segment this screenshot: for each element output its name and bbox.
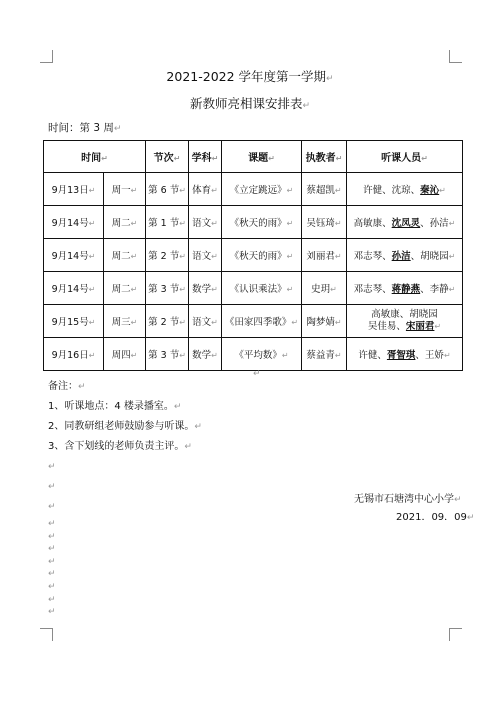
- cell-end-mark: ↵: [335, 154, 343, 163]
- cell-end-mark: ↵: [211, 154, 219, 163]
- empty-paragraph: ↵: [48, 544, 56, 555]
- cell-end-mark: ↵: [291, 318, 299, 327]
- listeners-cell: [347, 272, 463, 305]
- signature-block: [354, 491, 474, 527]
- cell-end-mark: ↵: [421, 154, 428, 163]
- cell-end-mark: ↵: [130, 285, 138, 294]
- header-teacher: 执教者↵: [302, 141, 347, 173]
- note-line: 2、同教研组老师鼓励参与听课。↵: [48, 421, 202, 432]
- table-end-mark: ↵: [253, 369, 261, 379]
- cell-end-mark: ↵: [334, 219, 342, 228]
- blank-paragraphs: [48, 518, 56, 619]
- cell-end-mark: ↵: [268, 154, 275, 163]
- listeners-cell: [347, 338, 463, 371]
- teacher-cell: 蔡益青↵: [302, 338, 347, 371]
- topic-cell: 《秋天的雨》↵: [222, 239, 302, 272]
- cell-end-mark: ↵: [334, 318, 342, 327]
- listeners-cell: [347, 206, 463, 239]
- weekday-cell: 周四↵: [104, 338, 146, 371]
- lead-evaluator-name: 宋丽君: [405, 321, 435, 332]
- date-cell: 9月14号↵: [44, 272, 104, 305]
- notes-section: [48, 377, 202, 517]
- cell-end-mark: ↵: [448, 219, 456, 228]
- table-row: [44, 338, 463, 371]
- empty-paragraph: ↵: [48, 462, 56, 472]
- empty-paragraph: ↵: [48, 502, 56, 512]
- date-cell: 9月14号↵: [44, 206, 104, 239]
- subject-cell: 数学↵: [189, 338, 222, 371]
- cell-end-mark: ↵: [211, 186, 218, 195]
- cell-end-mark: ↵: [130, 318, 138, 327]
- cell-end-mark: ↵: [88, 186, 96, 195]
- listeners-cell: [347, 239, 463, 272]
- cell-end-mark: ↵: [286, 186, 294, 195]
- cell-end-mark: ↵: [286, 219, 294, 228]
- cell-end-mark: ↵: [286, 252, 294, 261]
- table-row: [44, 206, 463, 239]
- weekday-cell: 周一↵: [104, 173, 146, 206]
- lead-evaluator-name: 蒋静燕: [391, 284, 421, 295]
- weekday-cell: 周二↵: [104, 239, 146, 272]
- period-cell: 第 2 节↵: [146, 305, 189, 338]
- empty-paragraph: ↵: [48, 531, 56, 542]
- teacher-cell: 刘丽君↵: [302, 239, 347, 272]
- listener-names: 高敏康、: [353, 218, 392, 229]
- header-subject: 学科↵: [189, 141, 222, 173]
- cell-end-mark: ↵: [179, 186, 186, 195]
- listeners-cell: [347, 305, 463, 338]
- empty-paragraph: ↵: [48, 581, 56, 592]
- lead-evaluator-name: 沈凤灵: [391, 218, 421, 229]
- listener-names: 吴佳易、: [367, 321, 406, 332]
- cell-end-mark: ↵: [179, 351, 186, 360]
- empty-paragraph: ↵: [48, 519, 56, 529]
- cell-end-mark: ↵: [211, 318, 218, 327]
- cell-end-mark: ↵: [101, 154, 108, 163]
- date-cell: 9月14号↵: [44, 239, 104, 272]
- period-cell: 第 6 节↵: [146, 173, 189, 206]
- cell-end-mark: ↵: [179, 252, 186, 261]
- cell-end-mark: ↵: [179, 285, 186, 294]
- cell-end-mark: ↵: [211, 285, 218, 294]
- weekday-cell: 周二↵: [104, 272, 146, 305]
- topic-cell: 《立定跳远》↵: [222, 173, 302, 206]
- lead-evaluator-name: 孙洁: [391, 251, 411, 262]
- empty-paragraph: ↵: [48, 569, 56, 580]
- document-date: 2021．09．09↵: [396, 512, 475, 523]
- cell-end-mark: ↵: [330, 285, 337, 294]
- crop-mark-top-right: [449, 50, 462, 63]
- period-cell: 第 2 节↵: [146, 239, 189, 272]
- cell-end-mark: ↵: [443, 351, 451, 360]
- table-row: [44, 173, 463, 206]
- school-name: 无锡市石塘湾中心小学↵: [354, 494, 462, 505]
- lead-evaluator-name: 秦沁: [420, 185, 440, 196]
- table-row: [44, 272, 463, 305]
- listener-names: 、李静: [420, 284, 449, 295]
- listener-names: 、胡晓园: [410, 251, 449, 262]
- note-line: 1、听课地点：4 楼录播室。↵: [48, 401, 182, 412]
- table-row: [44, 305, 463, 338]
- listener-names: 邓志琴、: [353, 251, 392, 262]
- document-title-line2: 新教师亮相课安排表↵: [189, 96, 311, 111]
- topic-cell: 《认识乘法》↵: [222, 272, 302, 305]
- subject-cell: 语文↵: [189, 305, 222, 338]
- empty-paragraph: ↵: [48, 594, 56, 605]
- lead-evaluator-name: 胥智琪: [386, 350, 416, 361]
- listener-names: 许健、沈琼、: [363, 185, 421, 196]
- period-cell: 第 3 节↵: [146, 338, 189, 371]
- crop-mark-top-left: [40, 50, 53, 63]
- header-period: 节次↵: [146, 141, 189, 173]
- cell-end-mark: ↵: [130, 351, 138, 360]
- date-cell: 9月16日↵: [44, 338, 104, 371]
- cell-end-mark: ↵: [286, 285, 294, 294]
- cell-end-mark: ↵: [434, 322, 442, 331]
- table-row: [44, 239, 463, 272]
- period-cell: 第 3 节↵: [146, 272, 189, 305]
- note-line: 备注：↵: [48, 381, 86, 392]
- weekday-cell: 周二↵: [104, 206, 146, 239]
- cell-end-mark: ↵: [334, 186, 342, 195]
- cell-end-mark: ↵: [281, 351, 289, 360]
- cell-end-mark: ↵: [439, 186, 446, 195]
- empty-paragraph: ↵: [48, 607, 56, 618]
- date-cell: 9月13日↵: [44, 173, 104, 206]
- listeners-cell: [347, 173, 463, 206]
- crop-mark-bottom-right: [449, 628, 462, 641]
- cell-end-mark: ↵: [88, 252, 96, 261]
- header-listeners: 听课人员↵: [347, 141, 463, 173]
- cell-end-mark: ↵: [88, 351, 96, 360]
- table-header-row: [44, 141, 463, 173]
- date-cell: 9月15号↵: [44, 305, 104, 338]
- topic-cell: 《平均数》↵: [222, 338, 302, 371]
- listener-names: 、王娇: [415, 350, 444, 361]
- cell-end-mark: ↵: [179, 318, 186, 327]
- period-cell: 第 1 节↵: [146, 206, 189, 239]
- cell-end-mark: ↵: [130, 252, 138, 261]
- teacher-cell: 陶梦婧↵: [302, 305, 347, 338]
- listener-names: 邓志琴、: [353, 284, 392, 295]
- header-topic: 课题↵: [222, 141, 302, 173]
- topic-cell: 《秋天的雨》↵: [222, 206, 302, 239]
- cell-end-mark: ↵: [179, 219, 186, 228]
- note-line: 3、含下划线的老师负责主评。↵: [48, 441, 192, 452]
- cell-end-mark: ↵: [448, 285, 456, 294]
- topic-cell: 《田家四季歌》↵: [222, 305, 302, 338]
- cell-end-mark: ↵: [173, 154, 181, 163]
- cell-end-mark: ↵: [130, 219, 138, 228]
- cell-end-mark: ↵: [130, 186, 138, 195]
- schedule-table: [43, 140, 463, 371]
- cell-end-mark: ↵: [334, 351, 342, 360]
- header-time: 时间↵: [44, 141, 146, 173]
- document-title-line1: 2021-2022 学年度第一学期↵: [166, 69, 334, 84]
- subject-cell: 语文↵: [189, 206, 222, 239]
- cell-end-mark: ↵: [88, 285, 96, 294]
- cell-end-mark: ↵: [211, 219, 218, 228]
- listener-names: 、孙洁: [420, 218, 449, 229]
- empty-paragraph: ↵: [48, 556, 56, 567]
- cell-end-mark: ↵: [211, 252, 218, 261]
- subject-cell: 语文↵: [189, 239, 222, 272]
- cell-end-mark: ↵: [88, 219, 96, 228]
- listener-names: 高敏康、胡晓园: [371, 309, 438, 320]
- cell-end-mark: ↵: [88, 318, 96, 327]
- empty-paragraph: ↵: [48, 482, 56, 492]
- subject-cell: 体育↵: [189, 173, 222, 206]
- weekday-cell: 周三↵: [104, 305, 146, 338]
- crop-mark-bottom-left: [40, 628, 53, 641]
- listener-names: 许健、: [358, 350, 387, 361]
- week-label: 时间：第 3 周↵: [48, 122, 122, 134]
- teacher-cell: 蔡超凯↵: [302, 173, 347, 206]
- teacher-cell: 吴钰琦↵: [302, 206, 347, 239]
- cell-end-mark: ↵: [448, 252, 456, 261]
- subject-cell: 数学↵: [189, 272, 222, 305]
- cell-end-mark: ↵: [211, 351, 218, 360]
- cell-end-mark: ↵: [334, 252, 342, 261]
- teacher-cell: 史玥↵: [302, 272, 347, 305]
